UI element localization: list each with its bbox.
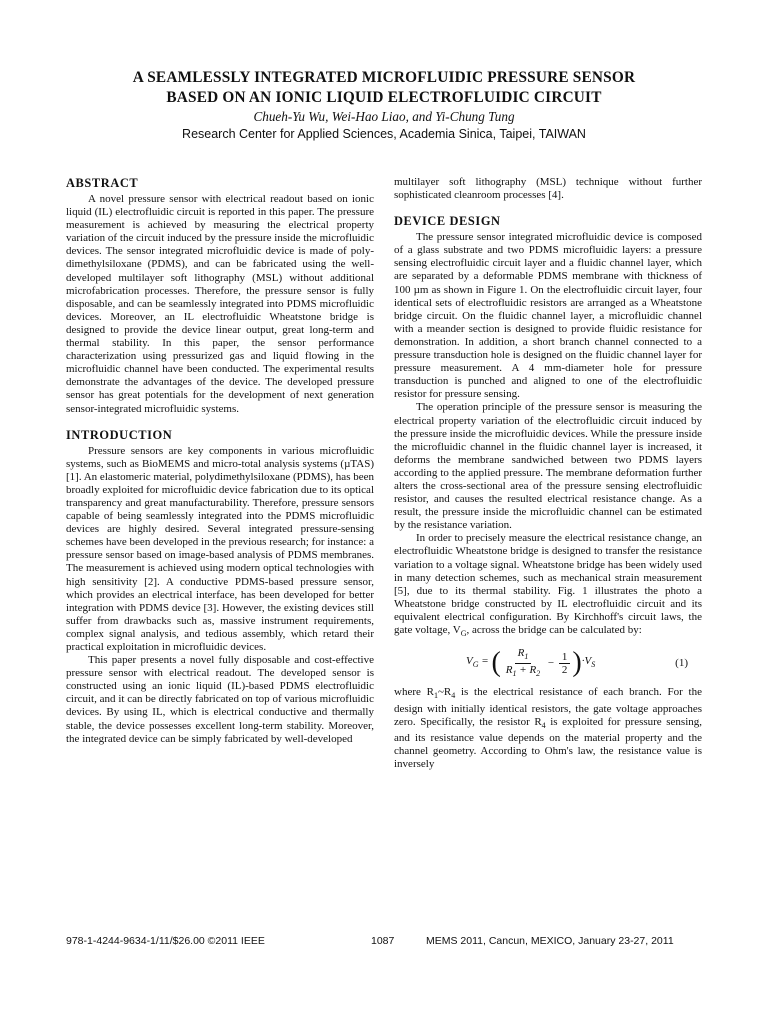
device-design-paragraph-4: where $R_1\sim R_4$ is the electrical resistance of each branch. For the design with initially identical resistors, the gate voltage approaches zero. Specifically, the resistor $R_4$ is exploited for pressure sensing, and its resistance value depends on the material property and the channel geometry. According to Ohm's law, the resistance value is inversely [394, 686, 703, 771]
paper-title-line-1: A SEAMLESSLY INTEGRATED MICROFLUIDIC PRESSURE SENSOR [132, 69, 636, 86]
introduction-paragraph-2-continued: multilayer soft lithography (MSL) technique without further sophisticated cleanroom processes [4]. [394, 176, 702, 202]
gate-voltage-subscript: G [460, 629, 467, 639]
device-design-paragraph-2: The operation principle of the pressure sensor is measuring the electrical property variation of the electrofluidic circuit induced by the pressure inside the microfluidic devices. While the pressure inside the microfluidic channel in the fluidic channel layer is increased, it deforms the membrane sandwiched between two PDMS layers according to the applied pressure. The membrane deformation further alters the cross-sectional area of the pressure sensing electrofluidic resistor, and causes the resulted electrical resistance change. As a result, the pressure inside the microfluidic channel can be estimated by the resistance variation. [394, 401, 702, 532]
abstract-heading: ABSTRACT [66, 176, 139, 190]
introduction-paragraph-2: This paper presents a novel fully disposable and cost-effective pressure sensor with electrical readout. The developed sensor is constructed using an ionic liquid (IL)-based PDMS electrofluidic circuit, and it can be directly fabricated on top of various microfluidic devices. By using IL, which is electrical conductive and thermally stable, the device possesses excellent long-term stability. Moreover, the integrated device can be simply fabricated by well-developed [66, 654, 374, 745]
device-design-heading: DEVICE DESIGN [394, 214, 501, 229]
equation-number: (1) [675, 656, 688, 669]
device-design-paragraph-3 [394, 532, 702, 640]
abstract-text: A novel pressure sensor with electrical readout based on ionic liquid (IL) electrofluidic circuit is reported in this paper. The pressure measurement is achieved by measuring the electrical property variation of the circuit induced by the pressure inside the microfluidic devices. The sensor integrated microfluidic device is made of poly-dimethylsiloxane (PDMS), and can be fabricated using the well-developed multilayer soft lithography (MSL) without additional microfabrication processes. Therefore, the pressure sensor is fully disposable, and can be seamlessly integrated into PDMS microfluidic devices. Moreover, an IL electrofluidic Wheatstone bridge is designed to provide the device linear output, great long-term and thermal stability. In this paper, the sensor performance characterization using pressurized gas and liquid flowing in the microfluidic channel have been conducted. The experimental results demonstrate the advantages of the device. The developed pressure sensor has great potentials for the development of next generation sensor-integrated microfluidic systems. [66, 193, 374, 415]
paper-affiliation: Research Center for Applied Sciences, Academia Sinica, Taipei, TAIWAN [182, 127, 586, 141]
device-design-paragraph-1: The pressure sensor integrated microfluidic device is composed of a glass substrate and two PDMS microfluidic layers: a pressure sensing electrofluidic circuit layer and a fluidic channel layer, which are separated by a deformable PDMS membrane with thickness of 100 µm as shown in Figure 1. On the electrofluidic circuit layer, four identical sets of electrofluidic resistors are arranged as a Wheatstone bridge circuit. On the fluidic channel layer, a microfluidic channel with a meander section is designed to provide fluidic resistance for demonstration. In addition, a short branch channel connected to a pressure transduction hole is designed on the fluidic channel layer for pressure measurement. A 4 mm-diameter hole for pressure transduction is punched and aligned to one of the electrofluidic resistor for pressure sensing. [394, 231, 702, 401]
paper-authors: Chueh-Yu Wu, Wei-Hao Liao, and Yi-Chung Tung [253, 109, 515, 124]
footer-isbn: 978-1-4244-9634-1/11/$26.00 ©2011 IEEE [66, 935, 265, 947]
equation-body: $V_G$ = ( $\frac{R_1}{R_1 + R_2}$ − $\frac{1}{2}$ ) $\cdot V_S$ [466, 646, 596, 679]
footer-conference: MEMS 2011, Cancun, MEXICO, January 23-27, 2011 [426, 935, 674, 947]
right-column [394, 176, 702, 771]
paragraph-3-end: , across the bridge can be calculated by: [466, 624, 642, 636]
introduction-paragraph-1: Pressure sensors are key components in various microfluidic systems, such as BioMEMS and micro-total analysis systems (µTAS) [1]. An elastomeric material, polydimethylsiloxane (PDMS), has been broadly exploited for microfluidic device fabrication due to its optical transparency and great manufacturability. Therefore, pressure sensors capable of being seamlessly integrated into the PDMS microfluidic devices are highly desired. Several integrated pressure-sensing schemes have been developed in the previous research; for instance: a pressure sensor based on image-based analysis of PDMS membranes. The measurement is achieved using modern optical technologies with high sensitivity [2]. A conductive PDMS-based pressure sensor, which provides an electrical interface, has been developed for better integration with PDMS device [3]. However, the existing devices still suffer from drawbacks such as, massive instrument requirements, complex signal analysis, and tedious assembly, which retard their practical exploitation in microfluidic devices. [66, 444, 374, 653]
equation-1 [394, 644, 702, 682]
paper-title-line-2: BASED ON AN IONIC LIQUID ELECTROFLUIDIC CIRCUIT [166, 89, 602, 106]
footer-page-number: 1087 [371, 935, 395, 947]
paragraph-3-text: In order to precisely measure the electrical resistance change, an electrofluidic Wheatstone bridge is designed to transfer the resistance variation to a voltage signal. Wheatstone bridge has been widely used in many detection schemes, such as mechanical strain measurement [5], due to its thermal stability. Fig. 1 illustrates the photo a Wheatstone bridge constructed by IL electrofluidic circuit and its equivalent electrical configuration. By Kirchhoff's circuit laws, the gate voltage, V [394, 532, 702, 636]
left-column [66, 176, 374, 746]
introduction-heading: INTRODUCTION [66, 427, 173, 442]
